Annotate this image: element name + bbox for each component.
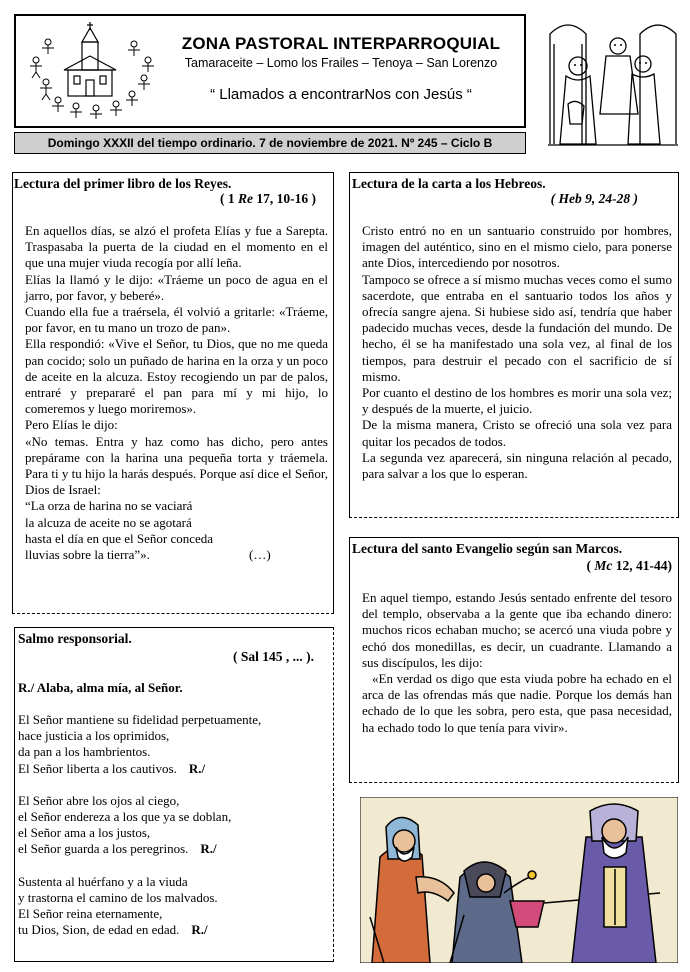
stanza-gap [18,858,328,874]
first-reading-ref [14,191,316,207]
gospel-title: Lectura del santo Evangelio según san Marcos. [352,541,623,556]
gospel-paragraph: En aquel tiempo, estando Jesús sentado enfrente del tesoro del templo, observaba a la gente que iba echando dinero: muchos ricos echaban mucho; se acercó una viuda pobre y echó dos monedillas, es decir, un cuadrante. Llamando a sus discípulos, les dijo: [362,590,672,670]
gospel-ref [352,558,672,574]
zone-title: ZONA PASTORAL INTERPARROQUIAL [181,34,501,53]
psalm-line: el Señor ama a los justos, [18,825,151,841]
psalm-body [18,712,328,938]
psalm-line: y trastorna el camino de los malvados. [18,889,218,905]
parishes-line: Tamaraceite – Lomo los Frailes – Tenoya – San Lorenzo [184,56,498,70]
first-reading-body [25,223,328,563]
first-reading-ref-post: 17, 10-16 ) [253,191,316,206]
stanza-gap [18,777,328,793]
second-reading-ref [352,191,638,207]
verse-line: “La orza de harina no se vaciará [25,498,193,514]
psalm-title: Salmo responsorial. [18,631,132,646]
first-reading-paragraph: Elías la llamó y le dijo: «Tráeme un poco de agua en el jarro, por favor, y beberé». [25,271,328,303]
gospel-ref-pre: ( [586,558,595,573]
psalm-line [18,841,328,857]
verse-line: hasta el día en que el Señor conceda [25,530,214,546]
second-reading-paragraph: Cristo entró no en un santuario construido por hombres, imagen del auténtico, sino en el mismo cielo, para ponerse ante Dios, intercediendo por nosotros. [362,223,672,271]
gospel-body [362,590,672,736]
psalm-line: Sustenta al huérfano y a la viuda [18,873,188,889]
psalm-line: El Señor reina eternamente, [18,906,163,922]
date-bar: Domingo XXXII del tiempo ordinario. 7 de noviembre de 2021. Nº 245 – Ciclo B [14,132,526,154]
second-reading-paragraph: De la misma manera, Cristo se ofreció una sola vez para quitar los pecados de todos. [362,417,672,449]
gospel-ref-post: 12, 41-44) [612,558,672,573]
verse-line [25,547,328,563]
gospel-ref-book: Mc [594,558,613,573]
ellipsis: (…) [249,547,271,563]
first-reading-paragraph: Ella respondió: «Vive el Señor, tu Dios, que no me queda pan cocido; solo un puñado de harina en la orza y un poco de aceite en la alcuza. Estoy recogiendo un par de palos, entraré y prepararé el pan para mí y mi hijo, lo comeremos y luego moriremos». [25,336,328,417]
second-reading-paragraph: Tampoco se ofrece a sí mismo muchas veces como el sumo sacerdote, que entraba en el santuario todos los años y ofrecía sangre ajena. Si hubiese sido así, tendría que haber padecido muchas veces, desde la fundación del mundo. De hecho, él se ha manifestado una sola vez, al final de los tiempos, para destruir el pecado con el sacrificio de sí mismo. [362,271,672,384]
second-reading-title: Lectura de la carta a los Hebreos. [352,176,546,191]
church-children-logo [24,20,162,120]
gospel-paragraph: «En verdad os digo que esta viuda pobre ha echado en el arca de las ofrendas más que nadie. Porque los demás han echado de lo que les sobra, pero esta, que pasa necesidad, ha echado todo lo que tenía para vivir». [362,671,672,735]
psalm-line: El Señor abre los ojos al ciego, [18,792,180,808]
first-reading-ref-book: Re [238,191,253,206]
second-reading-body [362,223,672,482]
psalm-r-mark: R./ [200,841,217,857]
psalm-line-text: El Señor liberta a los cautivos. [18,760,177,776]
first-reading-paragraph: Pero Elías le dijo: [25,417,118,433]
psalm-line: el Señor endereza a los que ya se doblan, [18,809,232,825]
widow-offering-illustration [360,797,678,963]
motto: “ Llamados a encontrarNos con Jesús “ [210,86,472,103]
psalm-line: hace justicia a los oprimidos, [18,728,170,744]
second-reading-paragraph: Por cuanto el destino de los hombres es morir una sola vez; y después de la muerte, el juicio. [362,385,672,417]
psalm-line: El Señor mantiene su fidelidad perpetuamente, [18,712,262,727]
verse-line-text: lluvias sobre la tierra”». [25,547,150,563]
temple-scene-illustration [548,14,678,148]
first-reading-ref-pre: ( 1 [220,191,238,206]
psalm-r-mark: R./ [191,922,208,938]
first-reading-paragraph: Cuando ella fue a traérsela, él volvió a gritarle: «Tráeme, por favor, en tu mano un trozo de pan». [25,304,328,336]
first-reading-paragraph: «No temas. Entra y haz como has dicho, pero antes prepárame con la harina una pequeña torta y tráemela. Para ti y tu hijo la harás después. Porque así dice el Señor, Dios de Israel: [25,433,328,498]
first-reading-paragraph: En aquellos días, se alzó el profeta Elías y fue a Sarepta. Traspasaba la puerta de la ciudad en el momento en el que una mujer viuda recogía por allí leña. [25,223,328,271]
psalm-line-text: tu Dios, Sion, de edad en edad. [18,922,180,938]
psalm-line [18,761,328,777]
psalm-response: R./ Alaba, alma mía, al Señor. [18,680,183,695]
psalm-r-mark: R./ [188,760,206,776]
first-reading-title: Lectura del primer libro de los Reyes. [14,176,232,191]
psalm-ref: ( Sal 145 , ... ). [233,649,314,664]
psalm-line [18,922,328,938]
psalm-line-text: el Señor guarda a los peregrinos. [18,841,189,857]
second-reading-paragraph: La segunda vez aparecerá, sin ninguna relación al pecado, para salvar a los que lo esperan. [362,449,672,482]
psalm-line: da pan a los hambrientos. [18,744,151,760]
second-reading-ref-text: ( Heb 9, 24-28 ) [550,191,638,206]
verse-line: la alcuza de aceite no se agotará [25,514,192,530]
